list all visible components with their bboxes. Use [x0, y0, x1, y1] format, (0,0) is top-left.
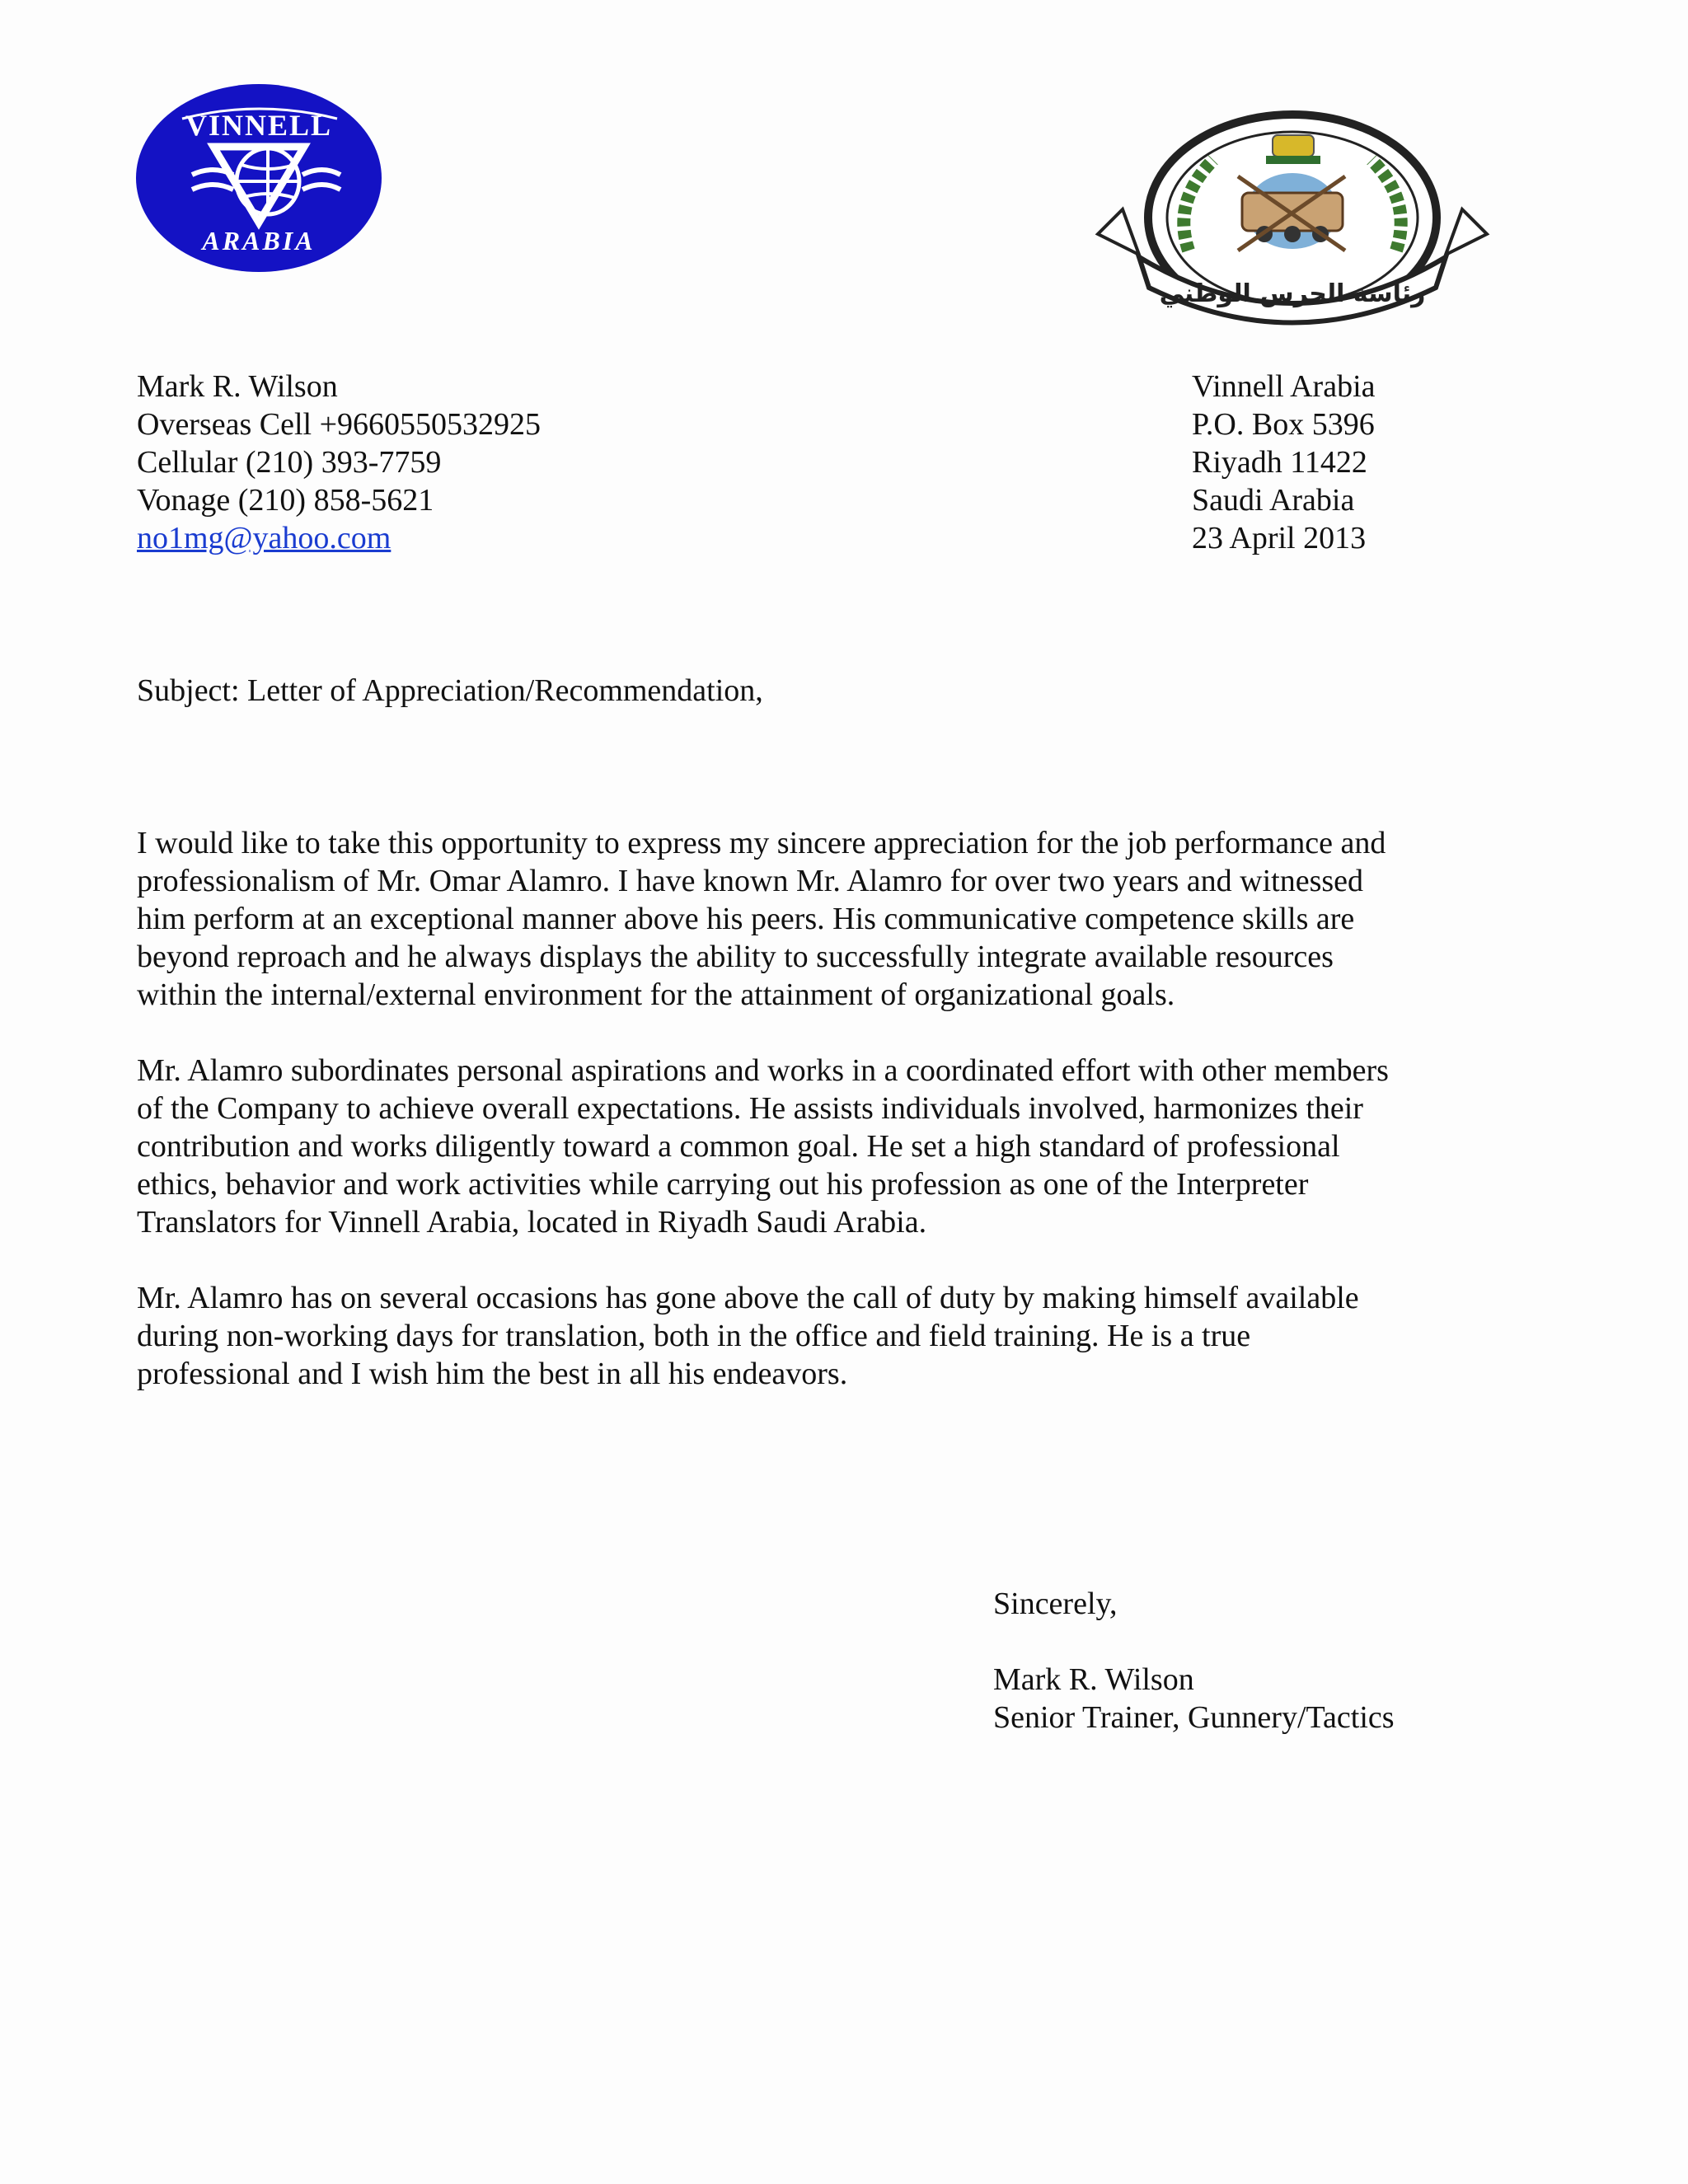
body-line: beyond reproach and he always displays the ability to successfully integrate available resources	[137, 940, 1334, 974]
arabia-logo-text: ARABIA	[202, 226, 316, 255]
recipient-city: Riyadh 11422	[1192, 445, 1367, 480]
signature-block	[993, 1661, 1395, 1736]
closing-salutation: Sincerely,	[993, 1586, 1118, 1621]
signature-title: Senior Trainer, Gunnery/Tactics	[993, 1700, 1395, 1735]
body-line: contribution and works diligently toward a common goal. He set a high standard of professional	[137, 1129, 1340, 1164]
body-line: professional and I wish him the best in all his endeavors.	[137, 1357, 848, 1391]
letter-date: 23 April 2013	[1192, 521, 1367, 555]
body-line: ethics, behavior and work activities while carrying out his profession as one of the Interpreter	[137, 1167, 1309, 1202]
national-guard-emblem	[1090, 110, 1495, 338]
sender-name: Mark R. Wilson	[137, 369, 338, 404]
sender-email-link[interactable]: no1mg@yahoo.com	[137, 521, 392, 555]
body-line: of the Company to achieve overall expectations. He assists individuals involved, harmonizes their	[137, 1091, 1363, 1126]
sender-overseas-cell: Overseas Cell +9660550532925	[137, 407, 542, 442]
national-guard-banner-text: رئاسة الحرس الوطني	[1159, 279, 1426, 308]
body-paragraph-1	[137, 824, 1505, 1014]
sender-cellular: Cellular (210) 393-7759	[137, 445, 442, 480]
body-paragraph-2	[137, 1052, 1505, 1241]
body-line: Mr. Alamro has on several occasions has gone above the call of duty by making himself available	[137, 1281, 1359, 1315]
vinnell-logo-text: VINNELL	[185, 109, 333, 142]
body-line: Mr. Alamro subordinates personal aspirations and works in a coordinated effort with other members	[137, 1053, 1389, 1088]
body-paragraph-3	[137, 1279, 1505, 1393]
body-line: I would like to take this opportunity to express my sincere appreciation for the job performance and	[137, 826, 1386, 860]
recipient-po-box: P.O. Box 5396	[1192, 407, 1375, 442]
subject-line: Subject: Letter of Appreciation/Recommendation,	[137, 673, 763, 708]
sender-vonage: Vonage (210) 858-5621	[137, 483, 434, 518]
body-line: Translators for Vinnell Arabia, located in Riyadh Saudi Arabia.	[137, 1205, 927, 1240]
recipient-org: Vinnell Arabia	[1192, 369, 1376, 404]
body-line: during non-working days for translation, both in the office and field training. He is a true	[137, 1319, 1251, 1353]
signature-name: Mark R. Wilson	[993, 1662, 1194, 1697]
letter-body	[137, 824, 1505, 1431]
sender-block	[137, 368, 541, 557]
recipient-country: Saudi Arabia	[1192, 483, 1355, 518]
recipient-block	[1192, 368, 1376, 557]
body-line: professionalism of Mr. Omar Alamro. I have known Mr. Alamro for over two years and witnessed	[137, 864, 1364, 898]
body-line: within the internal/external environment for the attainment of organizational goals.	[137, 977, 1175, 1012]
vinnell-arabia-logo	[134, 82, 383, 274]
body-line: him perform at an exceptional manner above his peers. His communicative competence skills are	[137, 902, 1355, 936]
